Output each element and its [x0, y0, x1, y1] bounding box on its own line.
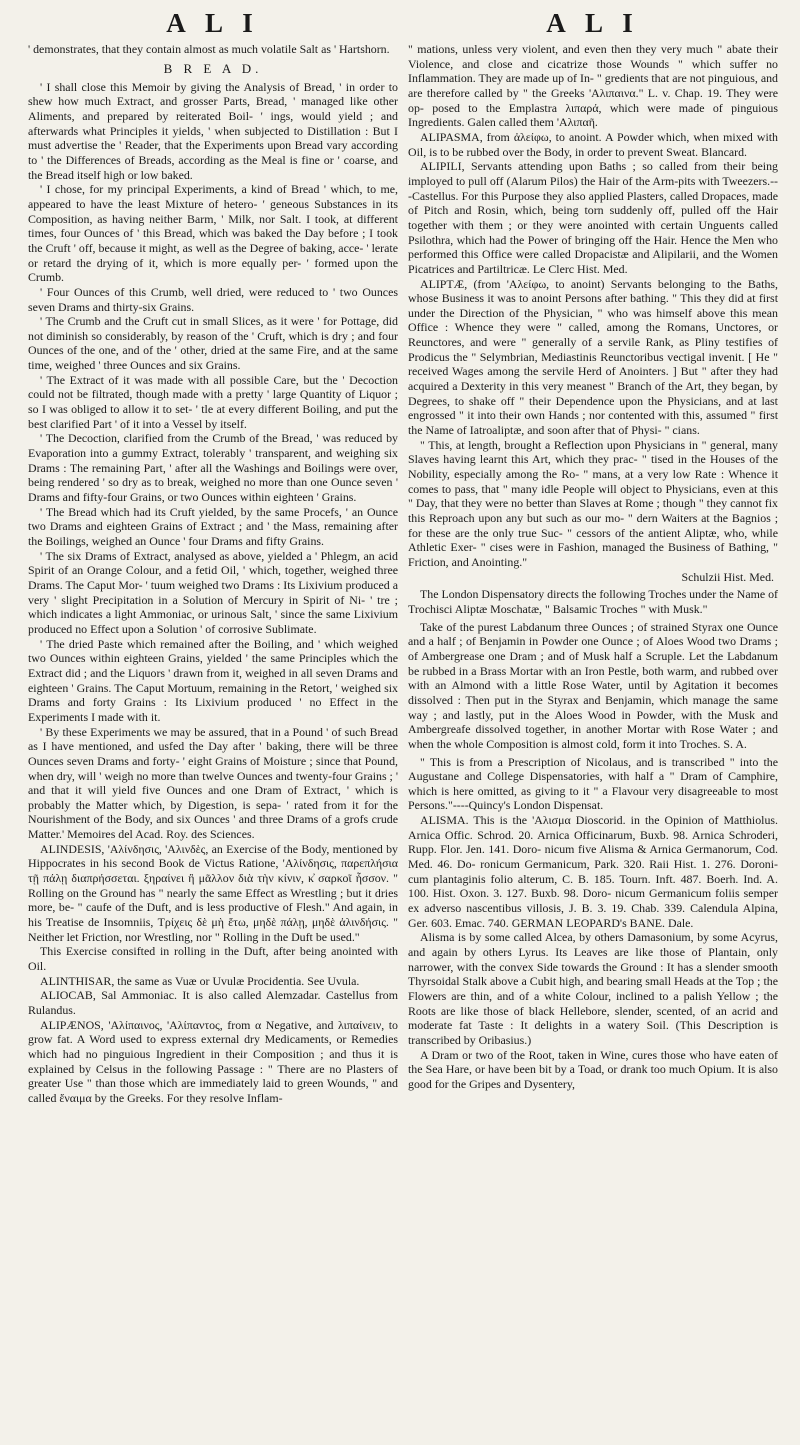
paragraph: Alisma is by some called Alcea, by others Damasonium, by some Acyrus, and again by others Lyrus. Its Leaves are like those of Plantain, only narrower, with the convex Side towards the Ground : It has a slender smooth Thyrsoidal Stalk above a Cubit high, and bearing small Heads at the Top ; the Flowers are thin, and of a white Colour, inclined to a palish Yellow ; the Roots are like those of black Hellebore, slender, scented, of an acrid and moderate fat Taste : It delights in a watery Soil. (This Description is transcribed by Oribasius.) [408, 930, 778, 1047]
paragraph: ' Four Ounces of this Crumb, well dried, were reduced to ' two Ounces seven Drams and thirty-six Grains. [28, 284, 398, 314]
two-column-body [28, 42, 778, 1106]
paragraph: ' The Decoction, clarified from the Crumb of the Bread, ' was reduced by Evaporation into a gummy Extract, tolerably ' transparent, and weighing six Drams : The remaining Part, ' after all the Washings and Boilings were over, being rendered ' so dry as to break, weighed no more than one Ounce seven ' Drams and fifty-four Grains, or two Ounces within eighteen ' Grains. [28, 431, 398, 505]
paragraph: ' demonstrates, that they contain almost as much volatile Salt as ' Hartshorn. [28, 42, 390, 56]
paragraph: ' By these Experiments we may be assured, that in a Pound ' of such Bread as I have mentioned, and usfed the Day after ' baking, there will be three Ounces seven Drams and forty- ' eight Grains of Moisture ; since that Pound, when dry, will ' weigh no more than twelve Ounces and twenty-four Grains ; ' and that it will yield five Ounces and one Dram of Extract, ' which is probably the Matter which, by Digestion, is sepa- ' rated from it for the Nourishment of the Body, and six Ounces ' and three Drams of a grofs crude Matter.' Memoires del Acad. Roy. des Sciences. [28, 724, 398, 842]
citation: Schulzii Hist. Med. [681, 569, 774, 584]
paragraph: ' I chose, for my principal Experiments, a kind of Bread ' which, to me, appeared to have the least Mixture of hetero- ' geneous Substances in its Composition, as having neither Barm, ' Milk, nor Salt. I took, at different times, four Ounces of ' this Bread, which was baked the Day before ; I took the Cruft ' off, because it might, as well as the Degree of baking, acce- ' lerate or retard the drying of it, which is more equally per- ' formed upon the Crumb. [28, 182, 398, 285]
paragraph: ' The Crumb and the Cruft cut in small Slices, as it were ' for Pottage, did not diminish so considerably, by reason of the ' Cruft, which is dry ; and four Ounces of the one, and of the ' other, dried at the same Fire, and at the same time, weighed ' three Ounces and six Grains. [28, 314, 398, 373]
running-headers [28, 6, 778, 40]
paragraph: ' The Extract of it was made with all possible Care, but the ' Decoction could not be filtrated, though made with a pretty ' large Quantity of Liquor ; so I was obliged to allow it to set- ' tle at every different Boiling, and put the best clarified Part ' of it into a Vessel by itself. [28, 372, 398, 431]
left-running-header: A L I [166, 8, 260, 38]
entry-alipili: ALIPILI, Servants attending upon Baths ; so called from their being imployed to pull off (Alarum Pilos) the Hair of the Arm-pits with Tweezers.---Castellus. For this Purpose they also applied Plasters, called Dropaces, made of Pitch and Rosin, which, being torn suddenly off, pulled off the Hair together with them ; or they were anointed with certain Unguents called Psilothra, which had the Power of bringing off the Hair. Hence the Men who performed this Office were called Dropacistæ and Alipilarii, and the Women Picatrices and Partiltricæ. Le Clerc Hist. Med. [408, 159, 778, 276]
right-running-header: A L I [546, 8, 640, 38]
entry-alipasma: ALIPASMA, from ἀλείφω, to anoint. A Powder which, when mixed with Oil, is to be rubbed over the Body, in order to prevent Sweat. Blancard. [408, 129, 778, 159]
paragraph: This Exercise consifted in rolling in the Duft, after being anointed with Oil. [28, 944, 398, 974]
paragraph: ' The dried Paste which remained after the Boiling, and ' which weighed two Ounces within eighteen Grains, yielded ' the same Principles which the Extract did ; and the Liquors ' drawn from it, weighed in all seven Drams and eighteen ' Grains. The Caput Mortuum, remaining in the Retort, ' weighed six Drams and forty Grains : Its Lixivium produced ' no Effect in the Experiments I made with it. [28, 636, 398, 724]
paragraph: ' The Bread which had its Cruft yielded, by the same Procefs, ' an Ounce two Drams and eighteen Grains of Extract ; and ' the Mass, remaining after the Boilings, weighed an Ounce ' four Drams and fifty Grains. [28, 504, 398, 548]
recipe-paragraph: Take of the purest Labdanum three Ounces ; of strained Styrax one Ounce and a half ; of Benjamin in Powder one Ounce ; of Aloes Wood two Drams ; of Ambergrease one Dram ; and of Musk half a Scruple. Let the Labdanum be rubbed in a Brass Mortar with an Iron Pestle, both warm, and rubbed over with an Almond with a little Rose Water, until by Agitation it becomes dissolved : Then put in the Styrax and Benjamin, which manage the same way ; and lastly, put in the Aloes Wood in Powder, with the Musk and Ambergreafe dissolved together, in another Mortar with Rose Water ; and when the whole Composition is almost cold, form it into Troches. S. A. [408, 619, 778, 751]
paragraph: ' I shall close this Memoir by giving the Analysis of Bread, ' in order to shew how much Extract, and grosser Parts, Bread, ' managed like other Aliments, and prepared by reiterated Boil- ' ings, would yield ; and afterwards what Principles it yields, ' when subjected to Distillation : But I must advertise the ' Reader, that the Experiments upon Bread vary according to ' the Differences of Breads, according as the Meal is fine or ' coarse, and the Bread itself high or low baked. [28, 79, 398, 182]
section-heading-bread: B R E A D. [163, 60, 263, 76]
entry-alindesis: ALINDESIS, 'Αλίνδησις, 'Αλινδὲς, an Exercise of the Body, mentioned by Hippocrates in his second Book de Victus Ratione, 'Αλίνδησις, παρεπλήσια τῇ πάλῃ διαπρήσσεται. ξηραίνει ἢ μᾶλλον διὰ τὴν κίνιν, κ̓ σαρκοῖ ἧσσον. " Rolling on the Ground has " nearly the same Effect as Wrestling ; but it dries more, be- " caufe of the Duft, and is less productive of Flesh." And again, in his Treatise de Insomniis, Τρίχεις δὲ μὴ ἔτω, μηδὲ πάλῃ, μηδὲ ἀλινδήσις. " Neither let Friction, nor Wrestling, nor " Rolling in the Duft be used." [28, 841, 398, 944]
left-column [28, 42, 398, 1106]
paragraph: ' The six Drams of Extract, analysed as above, yielded a ' Phlegm, an acid Spirit of an Orange Colour, and a fetid Oil, ' which, together, weighed three Drams. The Caput Mor- ' tuum weighed two Drams : Its Lixivium produced a very ' slight Precipitation in a Solution of Mercury in Spirit of Ni- ' tre ; which indicates a light Ammoniac, or urinous Salt, ' since the same Lixivium produced no Effect upon a Solution ' of corrosive Sublimate. [28, 548, 398, 636]
paragraph: A Dram or two of the Root, taken in Wine, cures those who have eaten of the Sea Hare, or have been bit by a Toad, or drank too much Opium. It is also good for the Gripes and Dysentery, [408, 1047, 778, 1091]
entry-aliptae: ALIPTÆ, (from 'Αλείφω, to anoint) Servants belonging to the Baths, whose Business it was to anoint Persons after bathing. " This they did at first under the Direction of the Physician, " who was himself above this mean Office : Whence they were " called, among the Romans, Unctores, or Reunctores, and were " generally of a servile Rank, as Pliny testifies of Prodicus the " Selymbrian, Mediastinis Reunctoribus vectigal invenit. [ He " received Wages among the servile Herd of Anointers. ] But " after they had acquired a Dexterity in this very meanest " Branch of the Art, they began, by Degrees, to shake off " their Dependence upon the Physicians, and at last engrossed " it into their own Hands ; nor contented with this, assumed " first the Name of Iatroaliptæ, and soon after that of Physi- " cians. [408, 276, 778, 438]
entry-alisma: ALISMA. This is the 'Αλισμα Dioscorid. in the Opinion of Matthiolus. Arnica Offic. Schrod. 20. Arnica Officinarum, Buxb. 98. Arnica Schroderi, Rupp. Flor. Jen. 141. Doro- nicum five Alisma & Arnica Germanorum, Cod. Med. 46. Do- ronicum Germanicum, Park. 320. Raii Hist. 1. 276. Doroni- cum plantaginis folio alterum, C. B. 185. Tourn. Inft. 487. Boerh. Ind. A. 100. Hist. Oxon. 3. 127. Buxb. 98. Doro- nicum Germanicum foliis semper ex adverso nascentibus villosis, J. B. 3. 19. Chab. 339. Calendula Alpina, Ger. 603. Emac. 740. GERMAN LEOPARD's BANE. Dale. [408, 813, 778, 930]
paragraph: " This is from a Prescription of Nicolaus, and is transcribed " into the Augustane and College Dispensatories, with half a " Dram of Camphire, which is here omitted, as giving to it " a Flavour very disagreeable to most Persons."----Quincy's London Dispensat. [408, 754, 778, 813]
entry-alinthisar: ALINTHISAR, the same as Vuæ or Uvulæ Procidentia. See Uvula. [40, 973, 360, 988]
paragraph: " mations, unless very violent, and even then they very much " abate their Violence, and close and cicatrize those Wounds " which suffer no Inflammation. They are made up of In- " gredients that are not pinguious, and are therefore called by " the Greeks 'Αλιπαινα." L. v. Chap. 19. They were op- posed to the Emplastra λιπαρά, which were made of pinguious Ingredients. Galen called them 'Αλιπαῆ. [408, 42, 778, 130]
paragraph: The London Dispensatory directs the following Troches under the Name of Trochisci Aliptæ Moschatæ, " Balsamic Troches " with Musk." [408, 587, 778, 616]
right-column [408, 42, 778, 1106]
paragraph: " This, at length, brought a Reflection upon Physicians in " general, many Slaves having learnt this Art, which they prac- " tised in the Houses of the Nobility, especially among the Ro- " mans, at a very low Rate : Whence it comes to pass, that " many idle People will object to Physicians, even at this " Day, that they were no better than Slaves at Rome ; though " they cannot fix this Reproach upon any but such as our mo- " dern Waiters at the Bagnios ; for these are the only true Suc- " cessors of the antient Aliptæ, who, while Athletic Exer- " cises were in Fashion, managed the Business of Bathing, " Friction, and Anointing." [408, 437, 778, 569]
entry-alipaenos: ALIPÆNOS, 'Αλίπαινος, 'Αλίπαντος, from α Negative, and λιπαίνειν, to grow fat. A Word used to express external dry Medicaments, or Remedies which had no pinguious Ingredient in their Composition ; and thus it is explained by Celsus in the following Passage : " There are no Plasters of greater Use " than those which are immediately laid to green Wounds, " and called ἔναιμα by the Greeks. For they resolve Inflam- [28, 1017, 398, 1105]
entry-aliocab: ALIOCAB, Sal Ammoniac. It is also called Alemzadar. Castellus from Rulandus. [28, 988, 398, 1017]
